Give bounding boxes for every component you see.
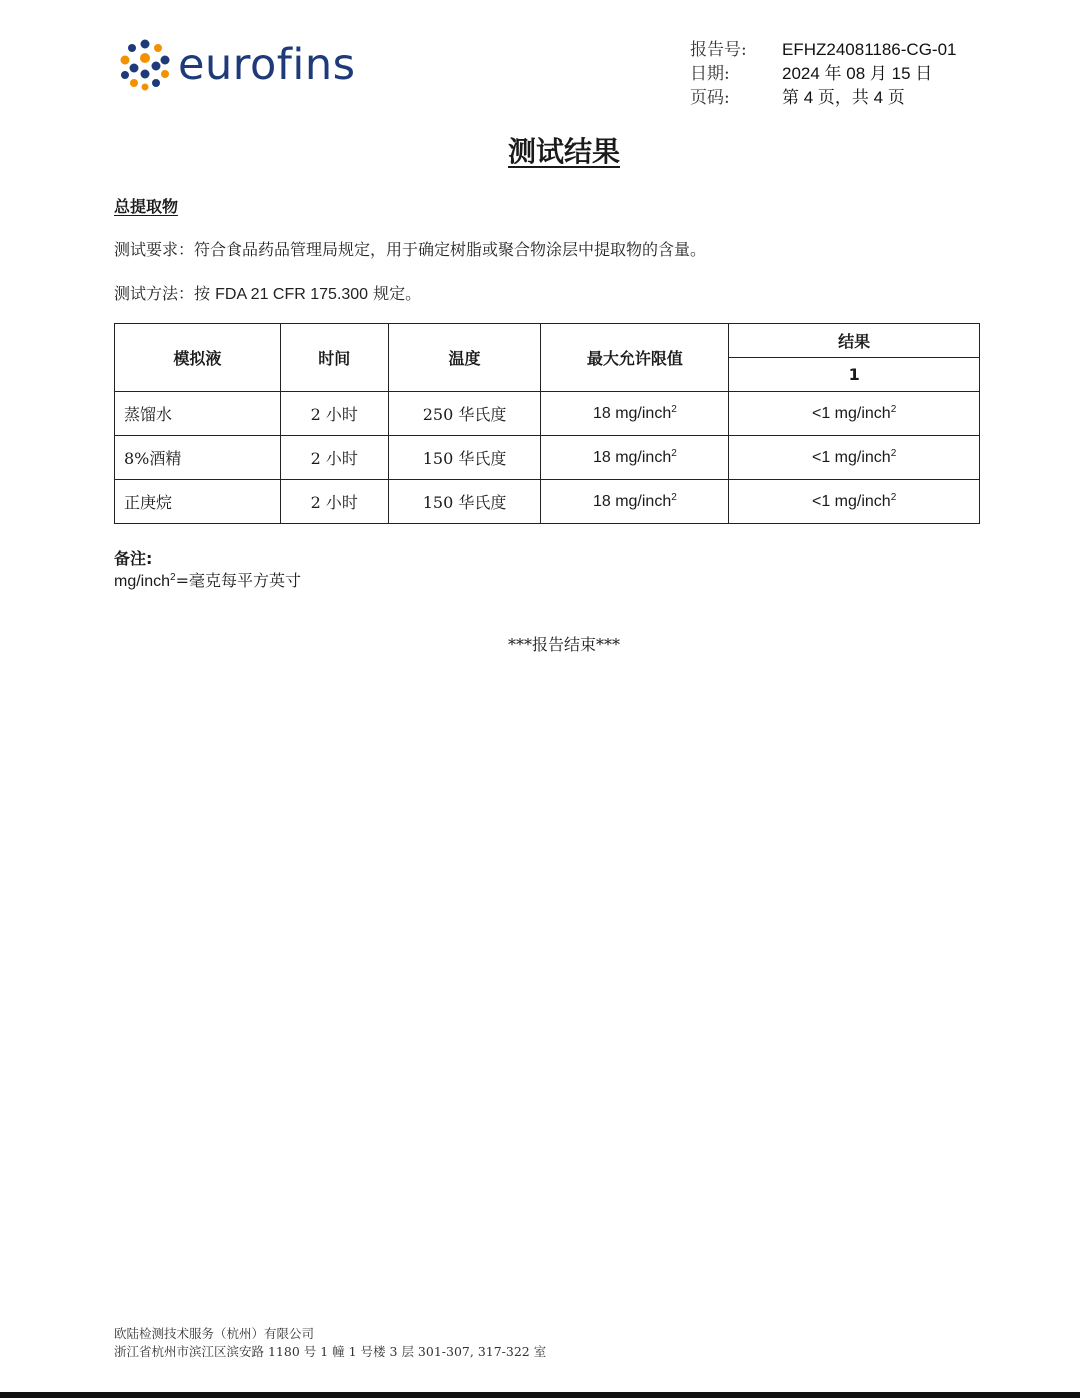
method-label: 测试方法： <box>114 284 195 303</box>
report-date-label: 日期: <box>690 64 730 84</box>
header-result: 结果 <box>729 324 980 358</box>
result-value: <1 mg/inch <box>811 492 891 510</box>
cell-limit <box>541 480 729 524</box>
result-exponent: 2 <box>890 447 897 459</box>
report-number-row <box>690 38 957 62</box>
result-value: <1 mg/inch <box>811 448 891 466</box>
header-liquid: 模拟液 <box>115 324 281 392</box>
report-end-mark: ***报告结束*** <box>507 635 620 654</box>
results-table <box>114 323 980 524</box>
header-temperature: 温度 <box>388 324 541 392</box>
limit-exponent: 2 <box>671 447 677 459</box>
cell-result <box>729 392 980 436</box>
result-exponent: 2 <box>890 403 897 415</box>
method-text-a: 按 <box>194 284 216 303</box>
page-footer <box>114 1325 546 1361</box>
company-logo <box>118 38 356 92</box>
limit-value: 18 mg/inch <box>592 404 672 422</box>
cell-temperature: 250 华氏度 <box>388 392 541 436</box>
header-time: 时间 <box>280 324 388 392</box>
note-definition: =毫克每平方英寸 <box>175 571 302 590</box>
limit-value: 18 mg/inch <box>592 492 672 510</box>
header-limit: 最大允许限值 <box>541 324 729 392</box>
test-method <box>114 281 421 304</box>
footer-company: 欧陆检测技术服务（杭州）有限公司 <box>114 1326 315 1341</box>
result-value: <1 mg/inch <box>811 404 891 422</box>
note-text <box>114 568 301 591</box>
note-unit: mg/inch <box>114 573 171 590</box>
bottom-border <box>0 1392 1080 1398</box>
cell-limit <box>541 436 729 480</box>
table-row <box>115 436 980 480</box>
note-unit-exponent: 2 <box>170 572 176 583</box>
note-title: 备注: <box>114 549 153 568</box>
cell-liquid: 8%酒精 <box>115 436 281 480</box>
limit-value: 18 mg/inch <box>592 448 672 466</box>
result-exponent: 2 <box>890 491 897 503</box>
requirement-text: 符合食品药品管理局规定，用于确定树脂或聚合物涂层中提取物的含量。 <box>194 240 707 259</box>
logo-wordmark: eurofins <box>178 39 356 90</box>
cell-time: 2 小时 <box>280 392 388 436</box>
page-title: 测试结果 <box>507 135 620 168</box>
page-number-row <box>690 86 957 110</box>
report-date: 2024 年 08 月 15 日 <box>782 64 933 83</box>
method-text-b: 规定。 <box>368 284 422 303</box>
cell-time: 2 小时 <box>280 436 388 480</box>
method-standard: FDA 21 CFR 175.300 <box>215 286 369 303</box>
table-row <box>115 480 980 524</box>
report-number: EFHZ24081186-CG-01 <box>782 40 957 59</box>
cell-temperature: 150 华氏度 <box>388 480 541 524</box>
requirement-label: 测试要求： <box>114 240 195 259</box>
report-number-label: 报告号: <box>690 40 747 60</box>
table-row <box>115 392 980 436</box>
limit-exponent: 2 <box>671 403 677 415</box>
cell-limit <box>541 392 729 436</box>
cell-liquid: 蒸馏水 <box>115 392 281 436</box>
page-number-label: 页码: <box>690 88 730 108</box>
test-requirement <box>114 237 706 260</box>
report-date-row <box>690 62 957 86</box>
cell-temperature: 150 华氏度 <box>388 436 541 480</box>
limit-exponent: 2 <box>671 491 677 503</box>
page-number: 第 4 页，共 4 页 <box>782 88 905 107</box>
section-title: 总提取物 <box>114 197 179 216</box>
eurofins-dot-cluster-icon <box>118 38 172 92</box>
cell-result <box>729 436 980 480</box>
cell-time: 2 小时 <box>280 480 388 524</box>
report-meta <box>690 38 957 110</box>
footer-address: 浙江省杭州市滨江区滨安路 1180 号 1 幢 1 号楼 3 层 301-307, 317-322 室 <box>114 1344 547 1359</box>
cell-liquid: 正庚烷 <box>115 480 281 524</box>
cell-result <box>729 480 980 524</box>
table-header-row <box>115 324 980 358</box>
header-result-sample: 1 <box>729 358 980 392</box>
